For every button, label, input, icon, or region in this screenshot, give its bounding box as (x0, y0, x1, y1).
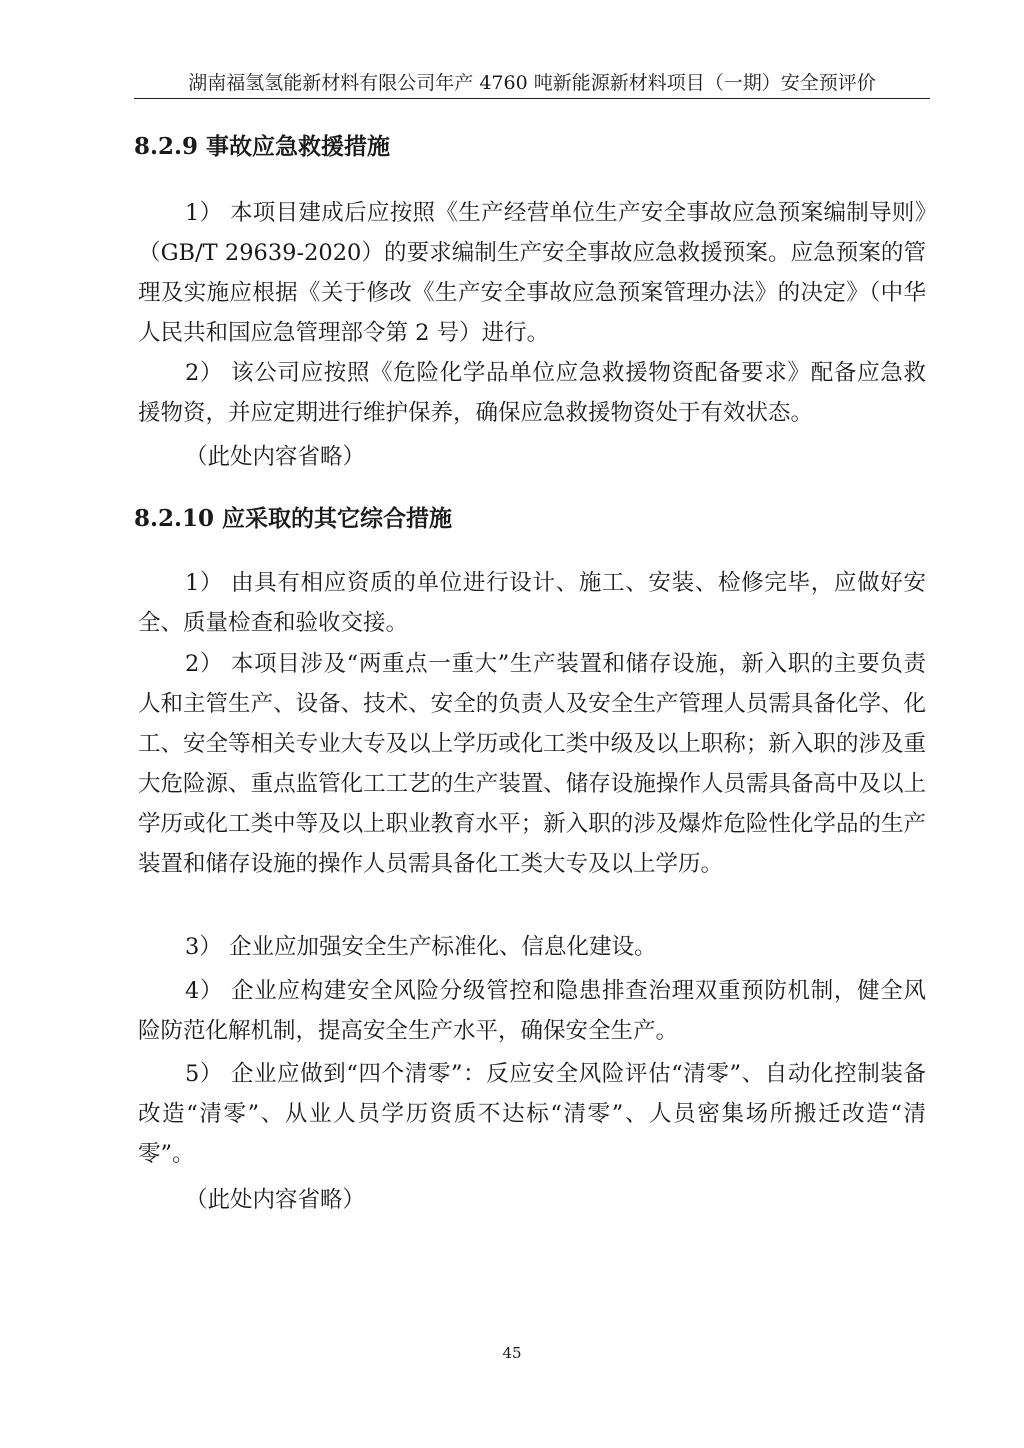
paragraph-8-2-9-item-1: 1） 本项目建成后应按照《生产经营单位生产安全事故应急预案编制导则》（GB/T 29639-2020）的要求编制生产安全事故应急救援预案。应急预案的管理及实施应根据《关于修改《生产安全事故应急预案管理办法》的决定》（中华人民共和国应急管理部令第 2 号）进行。 (138, 200, 926, 346)
section-heading-8-2-9: 8.2.9 事故应急救援措施 (134, 133, 391, 160)
paragraph-8-2-10-item-4: 4） 企业应构建安全风险分级管控和隐患排查治理双重预防机制，健全风险防范化解机制，提高安全生产水平，确保安全生产。 (138, 978, 926, 1044)
paragraph-8-2-9-item-2: 2） 该公司应按照《危险化学品单位应急救援物资配备要求》配备应急救援物资，并应定期进行维护保养，确保应急救援物资处于有效状态。 (138, 360, 926, 426)
omission-note: （此处内容省略） (185, 1187, 366, 1213)
omission-note: （此处内容省略） (185, 444, 366, 470)
paragraph-8-2-10-item-3: 3） 企业应加强安全生产标准化、信息化建设。 (185, 934, 657, 960)
running-header: 湖南福氢氢能新材料有限公司年产 4760 吨新能源新材料项目（一期）安全预评价 (188, 72, 876, 94)
paragraph-8-2-10-item-1: 1） 由具有相应资质的单位进行设计、施工、安装、检修完毕，应做好安全、质量检查和验收交接。 (138, 570, 926, 636)
page-number: 45 (502, 1344, 522, 1362)
paragraph-8-2-10-item-5: 5） 企业应做到“四个清零”：反应安全风险评估“清零”、自动化控制装备改造“清零”、从业人员学历资质不达标“清零”、人员密集场所搬迁改造“清零”。 (138, 1061, 926, 1167)
header-rule (134, 98, 930, 99)
paragraph-8-2-10-item-2: 2） 本项目涉及“两重点一重大”生产装置和储存设施，新入职的主要负责人和主管生产、设备、技术、安全的负责人及安全生产管理人员需具备化学、化工、安全等相关专业大专及以上学历或化工类中级及以上职称；新入职的涉及重大危险源、重点监管化工工艺的生产装置、储存设施操作人员需具备高中及以上学历或化工类中等及以上职业教育水平；新入职的涉及爆炸危险性化学品的生产装置和储存设施的操作人员需具备化工类大专及以上学历。 (138, 651, 926, 877)
section-heading-8-2-10: 8.2.10 应采取的其它综合措施 (134, 505, 453, 532)
